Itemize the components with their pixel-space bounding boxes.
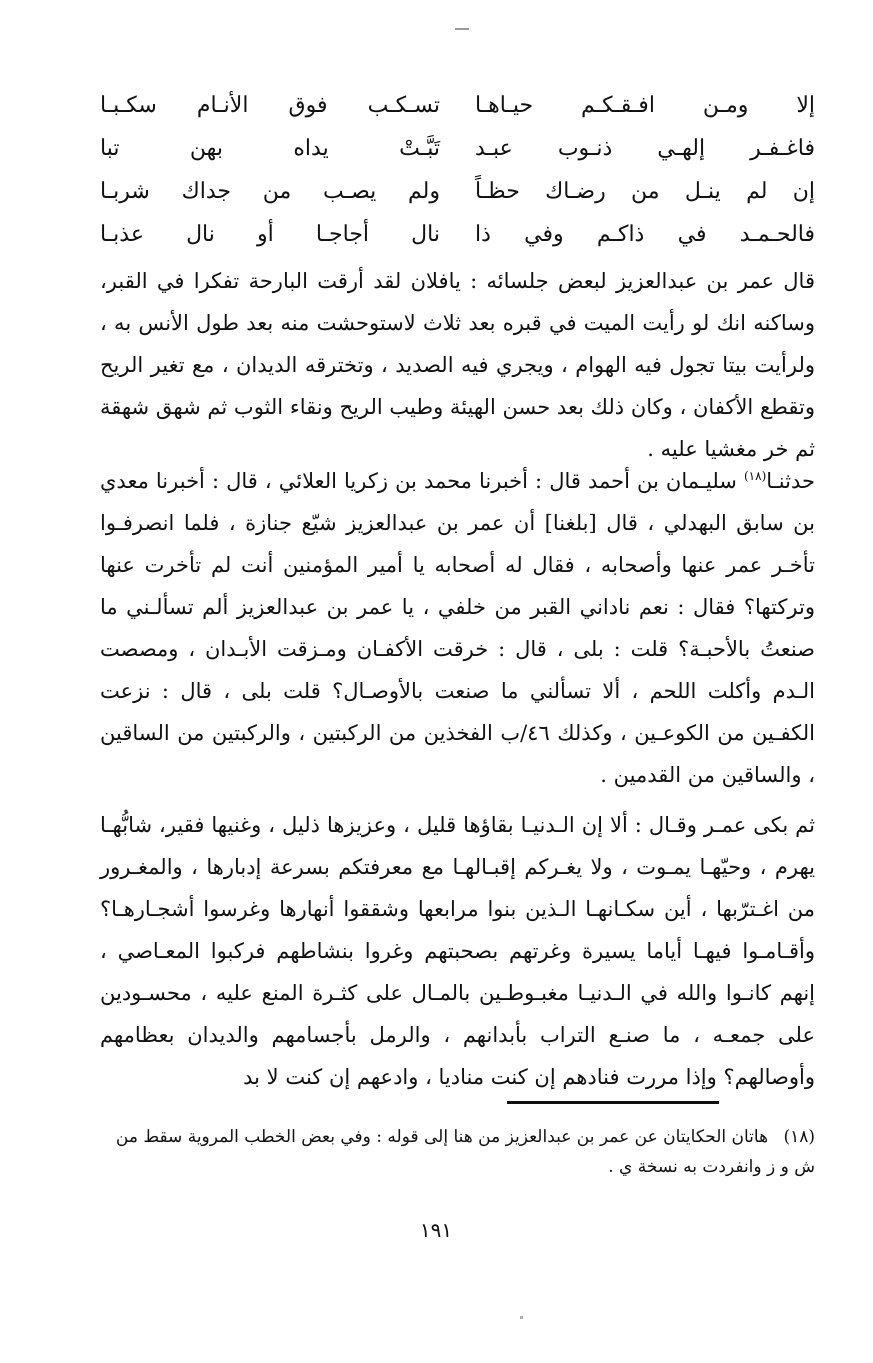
verse-second-hemistich: نال أجاجـا أو نال عذبـا — [100, 222, 440, 247]
poem-verse — [100, 213, 815, 256]
paragraph-grave-narration — [100, 460, 815, 796]
footnote-number: (١٨) — [783, 1127, 815, 1147]
poem-verse — [100, 127, 815, 170]
footnote — [100, 1122, 815, 1182]
verse-first-hemistich: إلا ومـن افـقـكـم حيـاهـا — [475, 93, 815, 118]
verse-first-hemistich: فاغـفـر إلهـي ذنـوب عبـد — [475, 136, 815, 161]
footnote-text: هاتان الحكايتان عن عمر بن عبدالعزيز من هنا إلى قوله : وفي بعض الخطب المروية سقط من ش و ز وانفردت به نسخة ي . — [115, 1127, 815, 1177]
footnote-separator — [507, 1101, 719, 1104]
verse-second-hemistich: تسـكـب فوق الأنـام سكـبـا — [100, 93, 440, 118]
poem-verse — [100, 170, 815, 213]
narration-opening: حدثنـا — [766, 469, 815, 493]
verse-first-hemistich: فالحـمـد في ذاكـم وفي ذا — [475, 222, 815, 247]
paragraph-world-lament: ثم بكى عمـر وقـال : ألا إن الـدنيـا بقاؤها قليل ، وعزيزها ذليل ، وغنيها فقير، شابُّهـا يهرم ، وحيّهـا يمـوت ، ولا يغـركم إقبـالهـا مع معرفتكم بسرعة إدبارها ، والمغـرور من اغـترّبها ، أين سكـانهـا الـذين بنوا مرابعها وشققوا أنهارها وغرسوا أشجـارهـا؟ وأقـامـوا فيهـا أياما يسيرة وغرتهم بصحبتهم وغروا بنشاطهم فركبوا المعـاصي ، إنهم كانـوا والله في الـدنيـا مغبـوطـين بالمـال على كثـرة المنع عليه ، محسـودين على جمعـه ، ما صنـع التراب بأبدانهم ، والرمل بأجسامهم والديدان بعظامهم وأوصالهم؟ وإذا مررت فنادهم إن كنت مناديا ، وادعهم إن كنت لا بد — [100, 813, 815, 1089]
footnote-reference: (١٨) — [743, 469, 767, 483]
scan-mark — [520, 1316, 523, 1319]
verse-second-hemistich: ولم يصـب من جداك شربـا — [100, 179, 440, 204]
poem-verse — [100, 84, 815, 127]
paragraph-grave-reflection: قال عمر بن عبدالعزيز لبعض جلسائه : يافلان لقد أرقت البارحة تفكرا في القبر، وساكنه انك لو رأيت الميت في قبره بعد ثلاث لاستوحشت منه بعد طول الأنس به ، ولرأيت بيتا تجول فيه الهوام ، ويجري فيه الصديد ، وتخترقه الديدان ، مع تغير الريح وتقطع الأكفان ، وكان ذلك بعد حسن الهيئة وطيب الريح ونقاء الثوب ثم شهق شهقة ثم خر مغشيا عليه . — [100, 269, 815, 461]
narration-body: سليـمان بن أحمد قال : أخبرنا محمد بن زكريا العلائي ، قال : أخبرنا معدي بن سابق البهدلي ، قال [بلغنا] أن عمر بن عبدالعزيز شيّع جنازة ، فلما انصرفـوا تأخـر عمر عنها وأصحابه ، فقال له أصحابه يا أمير المؤمنين أنت لم تأخرت عنها وتركتها؟ فقال : نعم ناداني القبر من خلفي ، يا عمر بن عبدالعزيز ألم تسألـني ما صنعتُ بالأحبـة؟ قلت : بلى ، قال : خرقت الأكفـان ومـزقت الأبـدان ، ومصصت الـدم وأكلت اللحم ، ألا تسألني ما صنعت بالأوصـال؟ قلت بلى ، قال : نزعت الكفـين من الكوعـين ، وكذلك ٤٦/ب الفخذين من الركبتين ، والركبتين من الساقين ، والساقين من القدمين . — [100, 469, 815, 787]
scan-mark — [455, 28, 469, 30]
verse-first-hemistich: إن لم ينـل من رضـاك حظـاً — [475, 179, 815, 204]
poem-block — [100, 84, 815, 256]
verse-second-hemistich: تَبَّـتْ يداه بهن تبا — [100, 136, 440, 161]
page-number: ١٩١ — [419, 1218, 453, 1242]
